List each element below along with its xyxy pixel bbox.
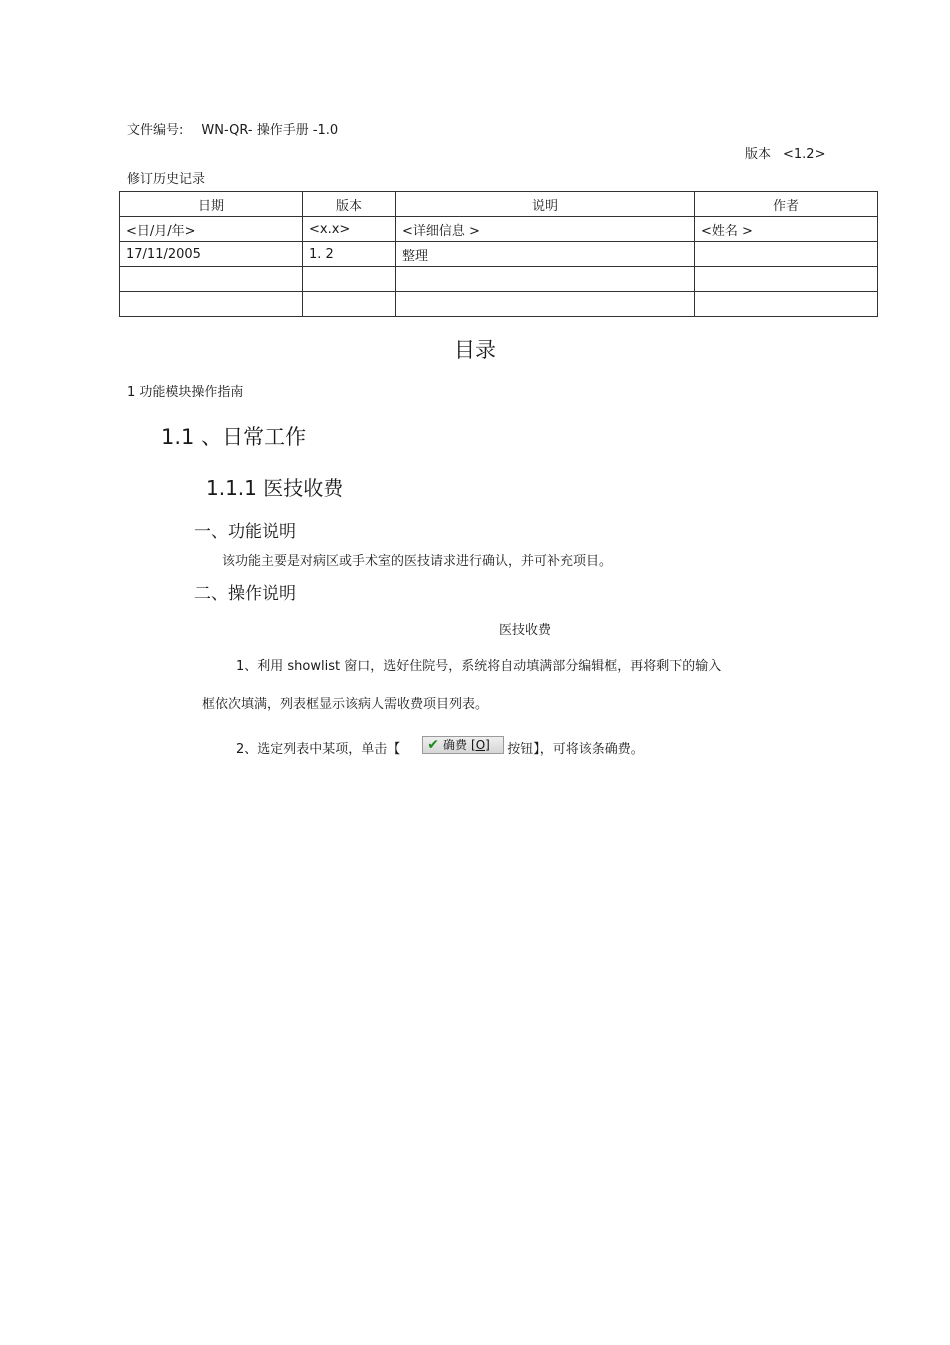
table-cell: 17/11/2005 — [120, 242, 303, 267]
document-code-value: WN-QR- 操作手册 -1.0 — [201, 123, 339, 138]
table-row — [120, 292, 878, 317]
column-header-description: 说明 — [396, 192, 695, 217]
document-version — [745, 143, 825, 162]
table-row — [120, 242, 878, 267]
table-cell — [303, 267, 396, 292]
table-header-row — [120, 192, 878, 217]
table-cell — [120, 267, 303, 292]
function-description-heading: 一、功能说明 — [194, 522, 296, 542]
confirm-fee-button-hotkey: [O] — [471, 737, 490, 752]
toc-title: 目录 — [454, 338, 496, 362]
toc-item: 1 功能模块操作指南 — [127, 385, 244, 400]
table-cell: <x.x> — [303, 217, 396, 242]
step-1-line-1: 1、利用 showlist 窗口，选好住院号，系统将自动填满部分编辑框，再将剩下的输入 — [236, 659, 722, 674]
step-2 — [236, 738, 644, 757]
confirm-fee-button[interactable] — [422, 736, 504, 754]
table-cell — [396, 267, 695, 292]
table-row — [120, 217, 878, 242]
table-cell — [120, 292, 303, 317]
table-cell: 1. 2 — [303, 242, 396, 267]
function-description-text: 该功能主要是对病区或手术室的医技请求进行确认，并可补充项目。 — [222, 554, 613, 569]
operation-description-heading: 二、操作说明 — [194, 584, 296, 604]
table-cell — [695, 292, 878, 317]
table-cell — [396, 292, 695, 317]
table-cell: <详细信息 > — [396, 217, 695, 242]
table-row — [120, 267, 878, 292]
column-header-date: 日期 — [120, 192, 303, 217]
table-cell: 整理 — [396, 242, 695, 267]
table-cell: <姓名 > — [695, 217, 878, 242]
version-value: <1.2> — [783, 147, 826, 162]
subsection-heading-medtech-billing: 1.1.1 医技收费 — [206, 476, 344, 500]
column-header-author: 作者 — [695, 192, 878, 217]
revision-history-table — [119, 191, 878, 317]
section-heading-daily-work: 1.1 、日常工作 — [161, 425, 307, 449]
revision-history-title: 修订历史记录 — [127, 172, 206, 187]
column-header-version: 版本 — [303, 192, 396, 217]
table-cell — [303, 292, 396, 317]
step-2-suffix: 按钮】，可将该条确费。 — [507, 742, 644, 757]
version-label: 版本 — [745, 147, 772, 162]
table-cell: <日/月/年> — [120, 217, 303, 242]
step-2-prefix: 2、选定列表中某项，单击【 — [236, 742, 401, 757]
figure-caption: 医技收费 — [498, 623, 551, 638]
check-icon: ✔ — [427, 736, 440, 753]
step-1-line-2: 框依次填满，列表框显示该病人需收费项目列表。 — [202, 697, 489, 712]
confirm-fee-button-label: 确费 — [443, 738, 468, 752]
document-code — [127, 119, 338, 138]
table-cell — [695, 267, 878, 292]
table-cell — [695, 242, 878, 267]
document-code-label: 文件编号: — [127, 123, 184, 138]
